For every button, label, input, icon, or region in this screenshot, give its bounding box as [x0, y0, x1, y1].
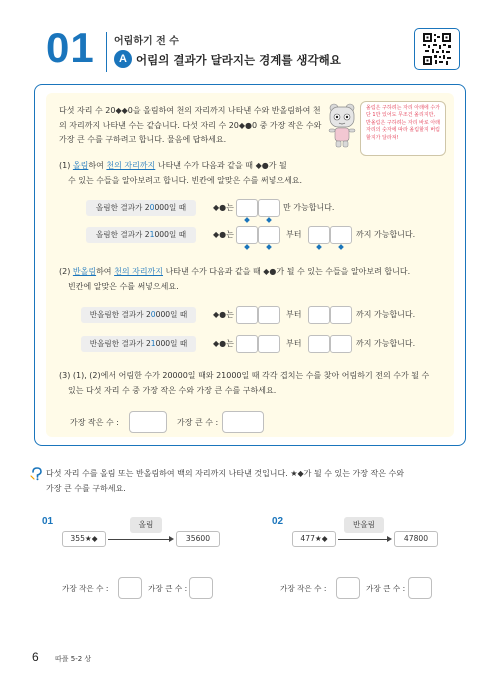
exercise-2-max-answer-box[interactable]: [408, 577, 432, 599]
q2-keyword-place: 천의 자리까지: [114, 267, 164, 276]
exercise-1-original: 355★◆: [62, 531, 106, 547]
q1-row2-from-circle-box[interactable]: [258, 226, 280, 244]
question-1-line-2: 수 있는 수들을 알아보려고 합니다. 빈칸에 알맞은 수를 써넣으세요.: [68, 176, 303, 185]
q2-row2-symbol: ◆●는: [213, 339, 234, 348]
q3-min-label: 가장 작은 수 :: [70, 418, 119, 427]
q1-rest: 나타낸 수가 다음과 같을 때 ◆●가 될: [157, 161, 287, 170]
q2-row2-to-circle-box[interactable]: [330, 335, 352, 353]
q1-row2-condition: [86, 227, 196, 243]
q2-row1-condition: [81, 307, 196, 323]
q2-row1-to-diamond-box[interactable]: [308, 306, 330, 324]
q2-row1-from: 부터: [286, 310, 302, 319]
lesson-subtitle: 어림하기 전 수: [114, 36, 179, 47]
arrow-right-icon: [169, 536, 174, 542]
q3-max-answer-box[interactable]: [222, 411, 264, 433]
q3-max-label: 가장 큰 수 :: [177, 418, 219, 427]
q1-row1-pre: 올림한 결과가 2: [95, 203, 150, 212]
question-3-line-1: (3) (1), (2)에서 어림한 수가 20000일 때와 21000일 때 각각 겹치는 수를 찾아 어림하기 전의 수가 될 수: [59, 371, 430, 380]
exercise-2-original: 477★◆: [292, 531, 336, 547]
exercise-1-method-tag: 올림: [130, 517, 162, 533]
q1-row2-to-diamond-box[interactable]: [308, 226, 330, 244]
q2-row2-to-diamond-box[interactable]: [308, 335, 330, 353]
q2-row1-digit: 0: [150, 310, 156, 319]
q2-row2-from-diamond-box[interactable]: [236, 335, 258, 353]
exercise-2-min-label: 가장 작은 수 :: [280, 584, 327, 593]
exercise-1-min-label: 가장 작은 수 :: [62, 584, 109, 593]
activity-box: [34, 84, 466, 446]
q1-row2-tail: 까지 가능합니다.: [356, 230, 416, 239]
q1-row1-condition: [86, 200, 196, 216]
q1-keyword-round-up: 올림: [72, 161, 89, 170]
exercise-1-arrow: [108, 539, 170, 540]
qr-code-icon[interactable]: [414, 28, 460, 70]
arrow-right-icon: [387, 536, 392, 542]
section-badge: A: [114, 50, 132, 68]
q1-row2-to-circle-box[interactable]: [330, 226, 352, 244]
q1-row2-from: 부터: [286, 230, 302, 239]
exercise-2-arrow: [338, 539, 388, 540]
q2-row1-from-diamond-box[interactable]: [236, 306, 258, 324]
q2-row1-from-circle-box[interactable]: [258, 306, 280, 324]
q1-row2-from-diamond-box[interactable]: [236, 226, 258, 244]
exercise-1-number: 01: [42, 516, 54, 527]
intro-text: 다섯 자리 수 20◆◆0을 올림하여 천의 자리까지 나타낸 수와 반올림하여 천의 자리까지 나타낸 수는 같습니다. 다섯 자리 수 20◆●0 중 가장 작은 수와 가장 큰 수를 구하려고 합니다. 물음에 답하세요.: [59, 106, 322, 144]
q2-row2-condition: [81, 336, 196, 352]
diamond-marker-icon: [316, 244, 322, 250]
q2-number: (2): [59, 267, 71, 276]
question-mark-icon: [30, 467, 44, 481]
q2-row2-post: 000일 때: [155, 339, 188, 348]
question-2-line-2: 빈칸에 알맞은 수를 써넣으세요.: [68, 282, 179, 291]
q2-row2-from-circle-box[interactable]: [258, 335, 280, 353]
question-3-line-2: 있는 다섯 자리 수 중 가장 작은 수와 가장 큰 수를 구하세요.: [68, 386, 277, 395]
qr-pattern: [423, 33, 451, 65]
q1-row1-diamond-box[interactable]: [236, 199, 258, 217]
exercise-2-method-tag: 반올림: [344, 517, 384, 533]
q2-mid: 하여: [96, 267, 112, 276]
robot-character-icon: [325, 101, 359, 149]
circle-marker-icon: [266, 244, 272, 250]
q1-row2-digit: 1: [149, 230, 155, 239]
q2-row2-tail: 까지 가능합니다.: [356, 339, 416, 348]
q2-row1-post: 000일 때: [155, 310, 188, 319]
circle-marker-icon: [338, 244, 344, 250]
diamond-marker-icon: [244, 217, 250, 223]
q2-rest: 나타낸 수가 다음과 같을 때 ◆●가 될 수 있는 수들을 알아보려 합니다.: [165, 267, 411, 276]
lower-question-text: [46, 466, 466, 496]
q2-row1-pre: 반올림한 결과가 2: [89, 310, 151, 319]
q1-row1-tail: 만 가능합니다.: [283, 203, 335, 212]
q2-row1-symbol: ◆●는: [213, 310, 234, 319]
q1-mid: 하여: [88, 161, 104, 170]
header-divider: [106, 32, 107, 72]
q2-row2-from: 부터: [286, 339, 302, 348]
q2-row2-pre: 반올림한 결과가 2: [89, 339, 151, 348]
q1-row1-digit: 0: [149, 203, 155, 212]
circle-marker-icon: [266, 217, 272, 223]
book-title: 따플 5-2 상: [55, 655, 92, 663]
q1-number: (1): [59, 161, 71, 170]
question-2-text: [59, 265, 454, 280]
lesson-title: 어림의 결과가 달라지는 경계를 생각해요: [136, 53, 341, 67]
exercise-1-max-label: 가장 큰 수 :: [148, 584, 188, 593]
q1-row2-pre: 올림한 결과가 2: [95, 230, 150, 239]
q1-row2-post: 000일 때: [154, 230, 187, 239]
q3-min-answer-box[interactable]: [129, 411, 167, 433]
q1-row1-post: 000일 때: [154, 203, 187, 212]
exercise-1-max-answer-box[interactable]: [189, 577, 213, 599]
lesson-header: [36, 26, 466, 76]
activity-inner: [46, 93, 454, 437]
q1-row1-symbol: ◆●는: [213, 203, 234, 212]
exercise-2-result: 47800: [394, 531, 438, 547]
exercise-2-max-label: 가장 큰 수 :: [366, 584, 406, 593]
q2-row1-to-circle-box[interactable]: [330, 306, 352, 324]
exercise-1-min-answer-box[interactable]: [118, 577, 142, 599]
diamond-marker-icon: [244, 244, 250, 250]
q2-row1-tail: 까지 가능합니다.: [356, 310, 416, 319]
exercise-2-min-answer-box[interactable]: [336, 577, 360, 599]
question-1-text: [59, 159, 449, 174]
q2-keyword-round: 반올림: [72, 267, 97, 276]
q2-row2-digit: 1: [150, 339, 156, 348]
q1-row1-circle-box[interactable]: [258, 199, 280, 217]
q1-row2-symbol: ◆●는: [213, 230, 234, 239]
page-number: 6: [32, 650, 39, 664]
q1-keyword-place: 천의 자리까지: [106, 161, 156, 170]
lower-question-line-2: 가장 큰 수를 구하세요.: [46, 484, 126, 493]
exercise-2-number: 02: [272, 516, 284, 527]
exercise-1-result: 35600: [176, 531, 220, 547]
lower-question-line-1: 다섯 자리 수를 올림 또는 반올림하여 백의 자리까지 나타낸 것입니다. ★◆가 될 수 있는 가장 작은 수와: [46, 469, 404, 478]
lesson-number: 01: [46, 24, 95, 71]
hint-speech-bubble: 올림은 구하려는 자리 아래에 수가 단 1만 있어도 무조건 올리지만, 반올림은 구하려는 자리 바로 아래 자리의 숫자에 따라 올림할지 버림할지가 달라져!: [360, 101, 446, 156]
